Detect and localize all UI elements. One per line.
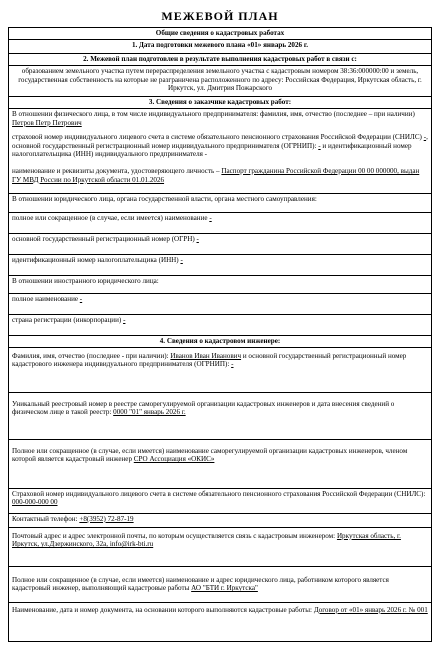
engineer-employer-label: Полное или сокращенное (в случае, если имеется) наименование и адрес юридического лица, работником которого является кадастровый инженер, выполняющий кадастровые работы [12,575,389,593]
foreign-country-label: страна регистрации (инкорпорации) [12,316,122,324]
engineer-registry-value: 0000 "01" январь 2026 г. [113,408,186,417]
customer-inn-text: и идентификационный номер налогоплательщика (ИНН) индивидуального предпринимателя - [12,141,412,159]
engineer-sro-label: Полное или сокращенное (в случае, если имеется) наименование саморегулируемой организации кадастровых инженеров, членом которой является кадастровый инженер [12,446,408,464]
foreign-name-label: полное наименование [12,295,79,303]
engineer-address-value: Иркутская область, г. Иркутск, ул.Дзержинского, 32а, info@irk-bti.ru [12,531,401,549]
engineer-phone-label: Контактный телефон: [12,514,78,523]
foreign-country-value: - [123,316,126,324]
customer-individual-intro: В отношении физического лица, в том числе индивидуального предпринимателя: фамилия, имя, отчество (последнее – при наличии) [12,110,415,118]
document-title: МЕЖЕВОЙ ПЛАН [161,9,279,23]
customer-foreign-name-cell [9,294,432,315]
customer-ogrnip-text: , основной государственный регистрационный номер индивидуального предпринимателя (ОГРНИП): [12,133,428,150]
customer-id-document-value: Паспорт гражданина Российской Федерации 00 00 000000, выдан ГУ МВД России по Иркутской области 01.01.2026 [12,166,420,184]
customer-legal-intro: В отношении юридического лица, органа государственной власти, органа местного самоуправления: [9,194,432,213]
legal-inn-label: идентификационный номер налогоплательщика (ИНН) [12,256,179,264]
legal-name-label: полное или сокращенное (в случае, если имеется) наименование [12,214,208,222]
legal-ogrn-label: основной государственный регистрационный номер (ОГРН) [12,235,195,243]
legal-ogrn-value: - [196,235,199,243]
customer-foreign-intro: В отношении иностранного юридического лица: [9,276,432,294]
customer-legal-ogrn-cell [9,234,432,255]
customer-ogrnip-value: - [318,141,321,150]
engineer-address-cell [9,527,432,566]
engineer-phone-value: +8(3952) 72-87-19 [79,514,134,523]
engineer-name-label: Фамилия, имя, отчество (последнее - при наличии): [12,351,169,360]
engineer-contract-cell [9,602,432,641]
general-info-table [8,27,432,642]
section-2-reason: образованием земельного участка путем перераспределения земельного участка с кадастровым номером 38:36:000000:00 и земель, государственная собственность на которые не разграничена расположенного по адресу: Российская Федерация, Иркутская область, г. Иркутск, ул. Дмитрия Пожарского [9,66,432,97]
engineer-registry-cell [9,392,432,439]
customer-foreign-country-cell [9,315,432,336]
engineer-full-name: Иванов Иван Иванович [170,351,242,360]
legal-name-value: - [209,214,212,222]
engineer-contract-label: Наименование, дата и номер документа, на основании которого выполняются кадастровые работы: [12,605,313,614]
engineer-address-label: Почтовый адрес и адрес электронной почты, по которым осуществляется связь с кадастровым инженером: [12,531,336,540]
engineer-sro-cell [9,439,432,488]
engineer-snils-label: Страховой номер индивидуального лицевого счета в системе обязательного пенсионного страхования Российской Федерации (СНИЛС): [12,489,426,498]
section-1-header: 1. Дата подготовки межевого плана «01» январь 2026 г. [9,40,432,54]
engineer-employer-cell [9,566,432,602]
engineer-phone-cell [9,513,432,527]
engineer-snils-cell [9,488,432,513]
customer-individual-cell [9,109,432,194]
customer-legal-inn-cell [9,255,432,276]
legal-inn-value: - [180,256,183,264]
boundary-plan-page [8,7,432,642]
section-3-header: 3. Сведения о заказчике кадастровых работ: [9,97,432,109]
section-4-header: 4. Сведения о кадастровом инженере: [9,336,432,348]
engineer-contract-value: Договор от «01» январь 2026 г. № 001 [313,605,428,614]
customer-id-document-label: наименование и реквизиты документа, удостоверяющего личность – [12,166,220,175]
customer-snils-value: - [423,133,427,142]
engineer-snils-value: 000-000-000 00 [12,498,58,507]
customer-full-name: Петров Петр Петрович [12,118,82,127]
general-info-header: Общие сведения о кадастровых работах [9,28,432,40]
engineer-sro-value: СРО Ассоциация «ОКИС» [133,455,215,464]
engineer-registry-label: Уникальный реестровый номер в реестре саморегулируемой организации кадастровых инженеров и дата внесения сведений о физическом лице в такой реестр: [12,399,395,417]
engineer-employer-value: АО "БТИ г. Иркутска" [191,584,258,593]
section-2-header: 2. Межевой план подготовлен в результате выполнения кадастровых работ в связи с: [9,54,432,66]
engineer-ogrnip-label: и основной государственный регистрационный номер кадастрового инженера индивидуального предпринимателя (ОГРНИП): [12,351,407,369]
engineer-name-cell [9,347,432,392]
customer-legal-name-cell [9,213,432,234]
customer-snils-text: страховой номер индивидуального лицевого счета в системе обязательного пенсионного страхования Российской Федерации (СНИЛС) [12,133,422,142]
foreign-name-value: - [79,295,83,303]
engineer-ogrnip-value: - [231,360,234,369]
